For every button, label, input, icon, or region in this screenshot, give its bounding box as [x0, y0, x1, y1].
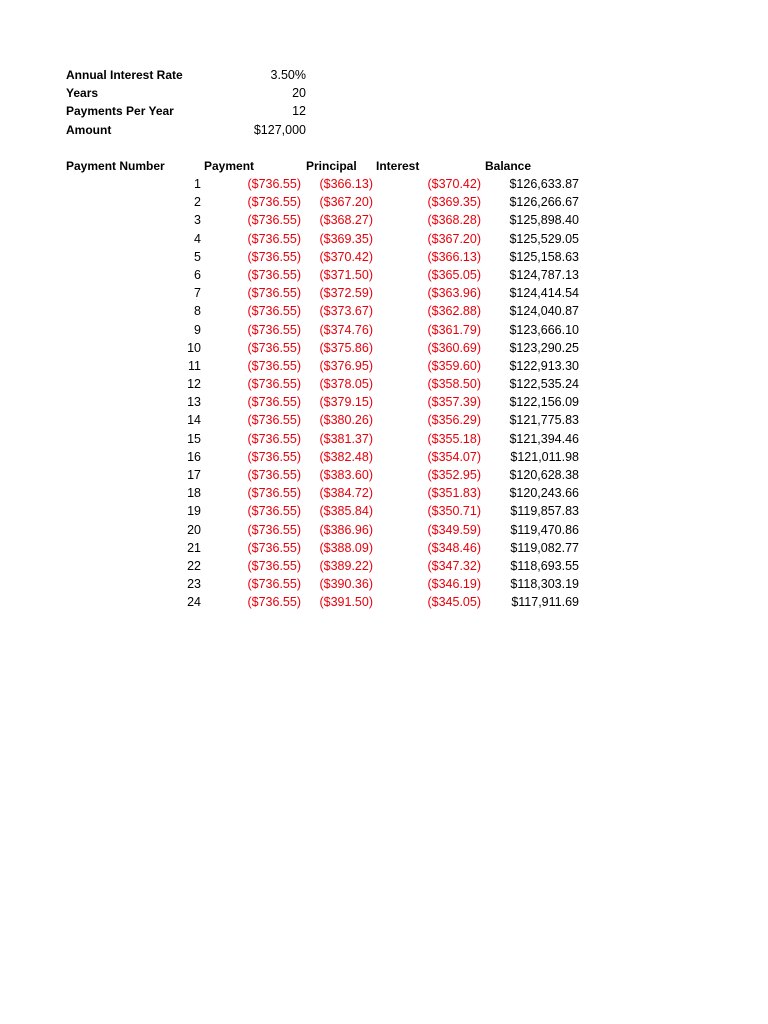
table-row — [0, 539, 768, 557]
balance-cell: $120,243.66 — [509, 486, 579, 501]
table-row — [0, 230, 768, 248]
header-principal: Principal — [306, 159, 357, 173]
table-row — [0, 484, 768, 502]
payment-number-cell: 12 — [187, 377, 201, 392]
payment-cell: ($736.55) — [247, 340, 301, 355]
principal-cell: ($373.67) — [319, 304, 373, 319]
loan-summary — [66, 66, 306, 139]
principal-cell: ($382.48) — [319, 449, 373, 464]
payment-number-cell: 20 — [187, 522, 201, 537]
header-payment-number: Payment Number — [66, 159, 165, 173]
payment-number-cell: 2 — [194, 195, 201, 210]
payment-number-cell: 23 — [187, 577, 201, 592]
balance-cell: $125,529.05 — [509, 231, 579, 246]
balance-cell: $117,911.69 — [511, 595, 579, 610]
payment-number-cell: 8 — [194, 304, 201, 319]
principal-cell: ($367.20) — [319, 195, 373, 210]
summary-value: $127,000 — [253, 122, 306, 137]
balance-cell: $124,414.54 — [509, 286, 579, 301]
interest-cell: ($347.32) — [427, 558, 481, 573]
payment-cell: ($736.55) — [247, 322, 301, 337]
balance-cell: $123,290.25 — [509, 340, 579, 355]
payment-cell: ($736.55) — [247, 540, 301, 555]
payment-number-cell: 7 — [194, 286, 201, 301]
principal-cell: ($386.96) — [319, 522, 373, 537]
payment-cell: ($736.55) — [247, 468, 301, 482]
amortization-table-body — [0, 175, 768, 612]
summary-value: 20 — [292, 86, 306, 101]
payment-cell: ($736.55) — [247, 395, 301, 410]
interest-cell: ($366.13) — [427, 249, 481, 264]
principal-cell: ($381.37) — [319, 431, 373, 446]
principal-cell: ($370.42) — [319, 249, 373, 264]
payment-cell: ($736.55) — [247, 522, 301, 537]
principal-cell: ($384.72) — [319, 486, 373, 501]
interest-cell: ($355.18) — [427, 431, 481, 446]
principal-cell: ($378.05) — [319, 377, 373, 392]
payment-number-cell: 9 — [194, 322, 201, 337]
payment-cell: ($736.55) — [247, 413, 301, 428]
header-payment: Payment — [204, 159, 255, 173]
interest-cell: ($368.28) — [427, 213, 481, 228]
payment-cell: ($736.55) — [247, 486, 301, 501]
summary-label: Years — [66, 86, 99, 101]
interest-cell: ($348.46) — [427, 540, 481, 555]
payment-cell: ($736.55) — [247, 449, 301, 464]
balance-cell: $118,693.55 — [510, 558, 579, 573]
payment-number-cell: 13 — [187, 395, 201, 410]
summary-row-amount — [66, 121, 306, 139]
principal-cell: ($380.26) — [319, 413, 373, 428]
payment-cell: ($736.55) — [247, 577, 301, 592]
interest-cell: ($361.79) — [427, 322, 481, 337]
header-interest: Interest — [376, 159, 420, 173]
payment-cell: ($736.55) — [247, 358, 301, 373]
balance-cell: $122,156.09 — [509, 395, 579, 410]
payment-number-cell: 19 — [187, 504, 201, 519]
interest-cell: ($367.20) — [427, 231, 481, 246]
table-row — [0, 593, 768, 611]
table-row — [0, 339, 768, 357]
payment-cell: ($736.55) — [247, 213, 301, 228]
payment-cell: ($736.55) — [247, 504, 301, 519]
principal-cell: ($372.59) — [319, 286, 373, 301]
interest-cell: ($354.07) — [427, 449, 481, 464]
payment-cell: ($736.55) — [247, 558, 301, 573]
principal-cell: ($371.50) — [319, 267, 373, 282]
balance-cell: $124,787.13 — [509, 267, 579, 282]
interest-cell: ($352.95) — [427, 468, 481, 482]
payment-number-cell: 24 — [187, 595, 201, 610]
principal-cell: ($376.95) — [319, 358, 373, 373]
table-row — [0, 448, 768, 466]
payment-cell: ($736.55) — [247, 177, 301, 191]
balance-cell: $122,535.24 — [509, 377, 579, 392]
table-row — [0, 248, 768, 266]
table-row — [0, 302, 768, 320]
payment-cell: ($736.55) — [247, 231, 301, 246]
summary-label: Payments Per Year — [66, 104, 174, 119]
payment-cell: ($736.55) — [247, 267, 301, 282]
payment-cell: ($736.55) — [247, 431, 301, 446]
balance-cell: $119,470.86 — [510, 522, 579, 537]
payment-cell: ($736.55) — [247, 249, 301, 264]
principal-cell: ($383.60) — [319, 468, 373, 482]
payment-number-cell: 1 — [194, 177, 201, 191]
principal-cell: ($368.27) — [319, 213, 373, 228]
table-row — [0, 321, 768, 339]
balance-cell: $120,628.38 — [509, 468, 579, 482]
interest-cell: ($356.29) — [427, 413, 481, 428]
payment-cell: ($736.55) — [247, 195, 301, 210]
interest-cell: ($358.50) — [427, 377, 481, 392]
principal-cell: ($388.09) — [319, 540, 373, 555]
balance-cell: $126,266.67 — [509, 195, 579, 210]
principal-cell: ($375.86) — [319, 340, 373, 355]
payment-number-cell: 14 — [187, 413, 201, 428]
summary-label: Annual Interest Rate — [66, 68, 183, 82]
table-row — [0, 466, 768, 484]
summary-row-interest-rate — [66, 66, 306, 84]
payment-number-cell: 6 — [194, 267, 201, 282]
summary-label: Amount — [66, 122, 112, 137]
table-row — [0, 193, 768, 211]
balance-cell: $125,158.63 — [509, 249, 579, 264]
summary-row-years — [66, 84, 306, 102]
interest-cell: ($363.96) — [427, 286, 481, 301]
balance-cell: $121,011.98 — [510, 449, 579, 464]
interest-cell: ($346.19) — [427, 577, 481, 592]
payment-number-cell: 11 — [188, 358, 201, 373]
interest-cell: ($345.05) — [427, 595, 481, 610]
interest-cell: ($362.88) — [427, 304, 481, 319]
header-balance: Balance — [485, 159, 532, 173]
table-row — [0, 502, 768, 520]
balance-cell: $123,666.10 — [509, 322, 579, 337]
balance-cell: $119,857.83 — [510, 504, 579, 519]
payment-number-cell: 10 — [187, 340, 201, 355]
balance-cell: $122,913.30 — [509, 358, 579, 373]
balance-cell: $124,040.87 — [509, 304, 579, 319]
interest-cell: ($360.69) — [427, 340, 481, 355]
balance-cell: $121,394.46 — [509, 431, 579, 446]
payment-number-cell: 17 — [187, 468, 201, 482]
payment-number-cell: 5 — [194, 249, 201, 264]
payment-number-cell: 22 — [187, 558, 201, 573]
interest-cell: ($359.60) — [427, 358, 481, 373]
payment-number-cell: 16 — [187, 449, 201, 464]
principal-cell: ($379.15) — [319, 395, 373, 410]
payment-number-cell: 15 — [187, 431, 201, 446]
table-row — [0, 375, 768, 393]
table-row — [0, 175, 768, 193]
principal-cell: ($385.84) — [319, 504, 373, 519]
principal-cell: ($391.50) — [319, 595, 373, 610]
payment-number-cell: 21 — [187, 540, 201, 555]
interest-cell: ($351.83) — [427, 486, 481, 501]
interest-cell: ($350.71) — [427, 504, 481, 519]
table-row — [0, 557, 768, 575]
principal-cell: ($374.76) — [319, 322, 373, 337]
balance-cell: $121,775.83 — [509, 413, 579, 428]
payment-number-cell: 3 — [194, 213, 201, 228]
table-row — [0, 211, 768, 229]
principal-cell: ($390.36) — [319, 577, 373, 592]
interest-cell: ($370.42) — [427, 177, 481, 191]
interest-cell: ($369.35) — [427, 195, 481, 210]
principal-cell: ($389.22) — [319, 558, 373, 573]
payment-cell: ($736.55) — [247, 377, 301, 392]
table-row — [0, 266, 768, 284]
amortization-table-header — [0, 157, 768, 175]
principal-cell: ($366.13) — [319, 177, 373, 191]
interest-cell: ($365.05) — [427, 267, 481, 282]
table-row — [0, 357, 768, 375]
payment-cell: ($736.55) — [247, 595, 301, 610]
principal-cell: ($369.35) — [319, 231, 373, 246]
interest-cell: ($357.39) — [427, 395, 481, 410]
payment-cell: ($736.55) — [247, 304, 301, 319]
table-row — [0, 411, 768, 429]
table-row — [0, 284, 768, 302]
table-row — [0, 430, 768, 448]
table-row — [0, 575, 768, 593]
balance-cell: $125,898.40 — [509, 213, 579, 228]
balance-cell: $126,633.87 — [509, 177, 579, 191]
balance-cell: $118,303.19 — [510, 577, 579, 592]
payment-number-cell: 18 — [187, 486, 201, 501]
payment-number-cell: 4 — [194, 231, 201, 246]
table-row — [0, 521, 768, 539]
interest-cell: ($349.59) — [427, 522, 481, 537]
table-row — [0, 393, 768, 411]
summary-value: 12 — [292, 104, 306, 119]
summary-row-payments-per-year — [66, 102, 306, 120]
payment-cell: ($736.55) — [247, 286, 301, 301]
summary-value: 3.50% — [270, 68, 306, 82]
balance-cell: $119,082.77 — [510, 540, 579, 555]
